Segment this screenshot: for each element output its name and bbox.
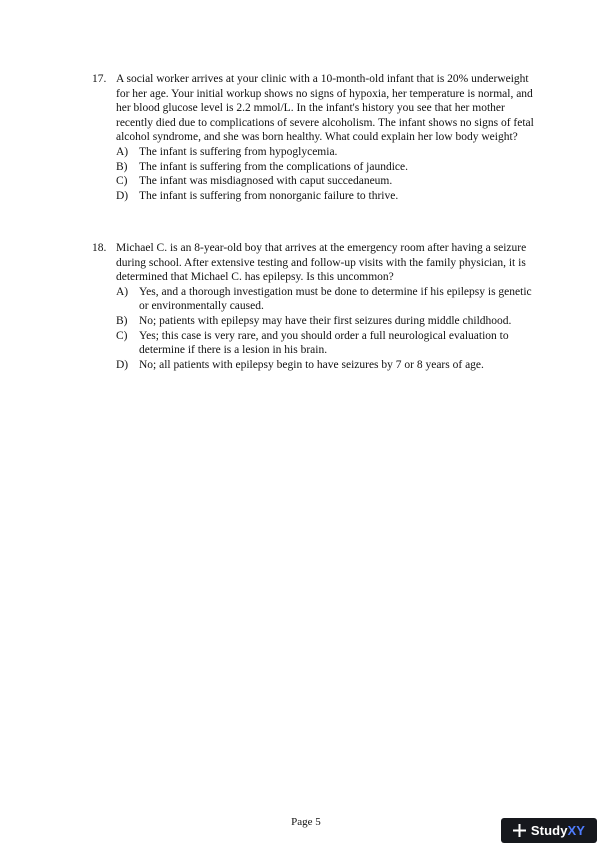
answer-option-d [92,358,542,373]
question-stem [92,241,542,285]
option-letter: D) [116,189,129,202]
plus-icon [513,824,526,837]
answer-option-b [92,160,542,175]
answer-options [92,145,542,203]
answer-option-a [92,145,542,160]
question-number: 17. [92,73,107,85]
option-letter: A) [116,145,129,158]
option-letter: C) [116,175,128,188]
option-text: Yes; this case is very rare, and you should order a full neurological evaluation to determine if there is a lesion in his brain. [139,329,509,357]
option-text: Yes, and a thorough investigation must be done to determine if his epilepsy is genetic or environmentally caused. [139,285,532,313]
option-text: The infant was misdiagnosed with caput succedaneum. [139,175,393,188]
question-number: 18. [92,242,107,254]
question-text: A social worker arrives at your clinic with a 10-month-old infant that is 20% underweight for her age. Your initial workup shows no signs of hypoxia, her temperature is normal, and her blood glucose level is 2.2 mmol/L. In the infant's history you see that her mother recently died due to complications of severe alcoholism. The infant shows no signs of fetal alcohol syndrome, and she was born healthy. What could explain her low body weight? [116,73,534,144]
brand-name: Study [530,823,568,838]
answer-option-c [92,329,542,358]
answer-options [92,285,542,373]
answer-option-d [92,189,542,204]
question-stem [92,72,542,145]
studyxy-logo-badge[interactable] [501,818,597,843]
option-letter: A) [116,285,129,298]
question-17 [92,72,542,203]
option-letter: B) [116,160,128,173]
page-number: Page 5 [291,816,321,828]
brand-name-accent: XY [567,823,586,838]
option-letter: B) [116,314,128,327]
option-text: The infant is suffering from hypoglycemia. [139,145,338,158]
answer-option-a [92,285,542,314]
answer-option-b [92,314,542,329]
answer-option-c [92,174,542,189]
question-18 [92,241,542,372]
option-letter: D) [116,358,129,371]
question-text: Michael C. is an 8-year-old boy that arrives at the emergency room after having a seizure during school. After extensive testing and follow-up visits with the family physician, it is determined that Michael C. has epilepsy. Is this uncommon? [116,242,527,284]
option-text: The infant is suffering from the complications of jaundice. [139,160,409,173]
option-text: No; patients with epilepsy may have their first seizures during middle childhood. [139,314,512,327]
option-text: The infant is suffering from nonorganic failure to thrive. [139,189,399,202]
option-text: No; all patients with epilepsy begin to have seizures by 7 or 8 years of age. [139,358,484,371]
option-letter: C) [116,329,128,342]
